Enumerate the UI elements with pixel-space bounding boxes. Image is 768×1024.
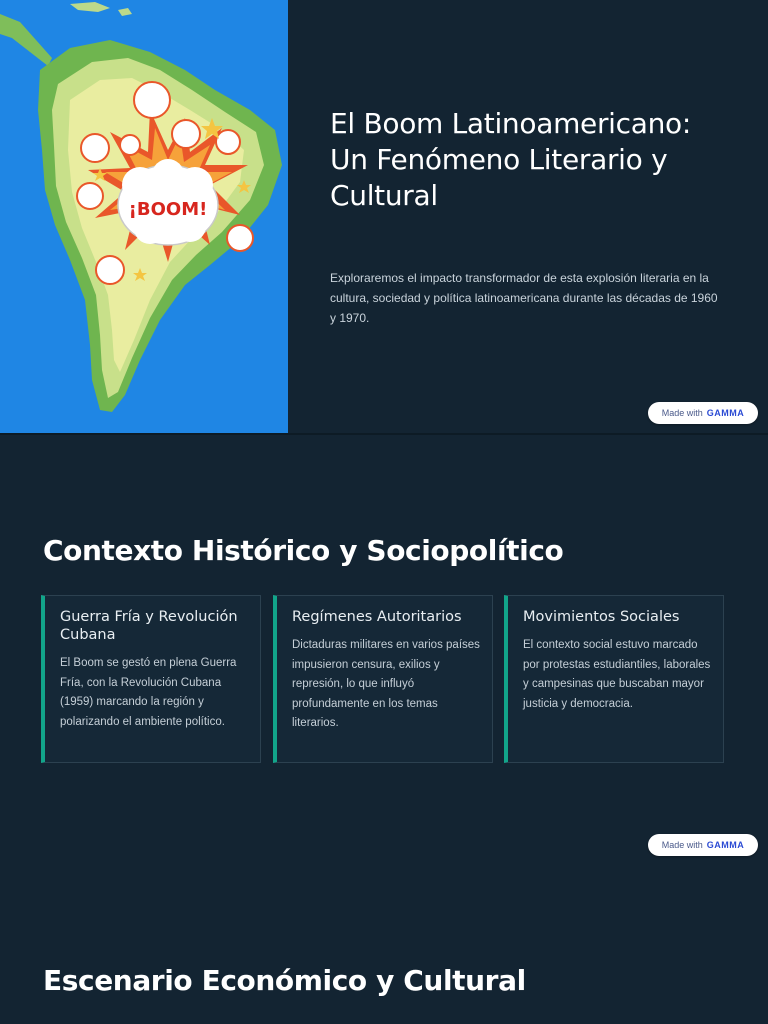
title-slide [0,0,768,433]
south-america-boom-illustration [0,0,288,433]
page-title: El Boom Latinoamericano: Un Fenómeno Literario y Cultural [330,107,692,212]
card-title: Movimientos Sociales [523,609,680,625]
card-authoritarian-regimes [273,595,493,763]
card-title: Regímenes Autoritarios [292,609,462,625]
card-text: Dictaduras militares en varios países impusieron censura, exilios y represión, lo que influyó profundamente en los temas literarios. [292,639,480,729]
card-social-movements [504,595,724,763]
boom-caption: ¡BOOM! [128,199,208,220]
made-with-label: Made with [661,408,703,418]
boom-map-graphic [0,0,288,433]
card-text: El Boom se gestó en plena Guerra Fría, con la Revolución Cubana (1959) marcando la región y polarizando el ambiente político. [60,657,237,728]
economic-slide [0,869,768,1024]
made-with-gamma-badge[interactable] [648,834,758,856]
gamma-logo: GAMMA [706,408,745,418]
context-slide [0,435,768,867]
made-with-label: Made with [661,840,703,850]
section-title: Contexto Histórico y Sociopolítico [43,534,564,567]
intro-description: Exploraremos el impacto transformador de esta explosión literaria en la cultura, sociedad y política latinoamericana durante las décadas de 1960 y 1970. [330,271,718,325]
section-title: Escenario Económico y Cultural [43,964,526,997]
card-title: Guerra Fría y Revolución Cubana [60,609,238,643]
card-text: El contexto social estuvo marcado por protestas estudiantiles, laborales y campesinas que buscaban mayor justicia y democracia. [523,639,711,710]
gamma-logo: GAMMA [706,840,745,850]
card-cold-war [41,595,261,763]
made-with-gamma-badge[interactable] [648,402,758,424]
